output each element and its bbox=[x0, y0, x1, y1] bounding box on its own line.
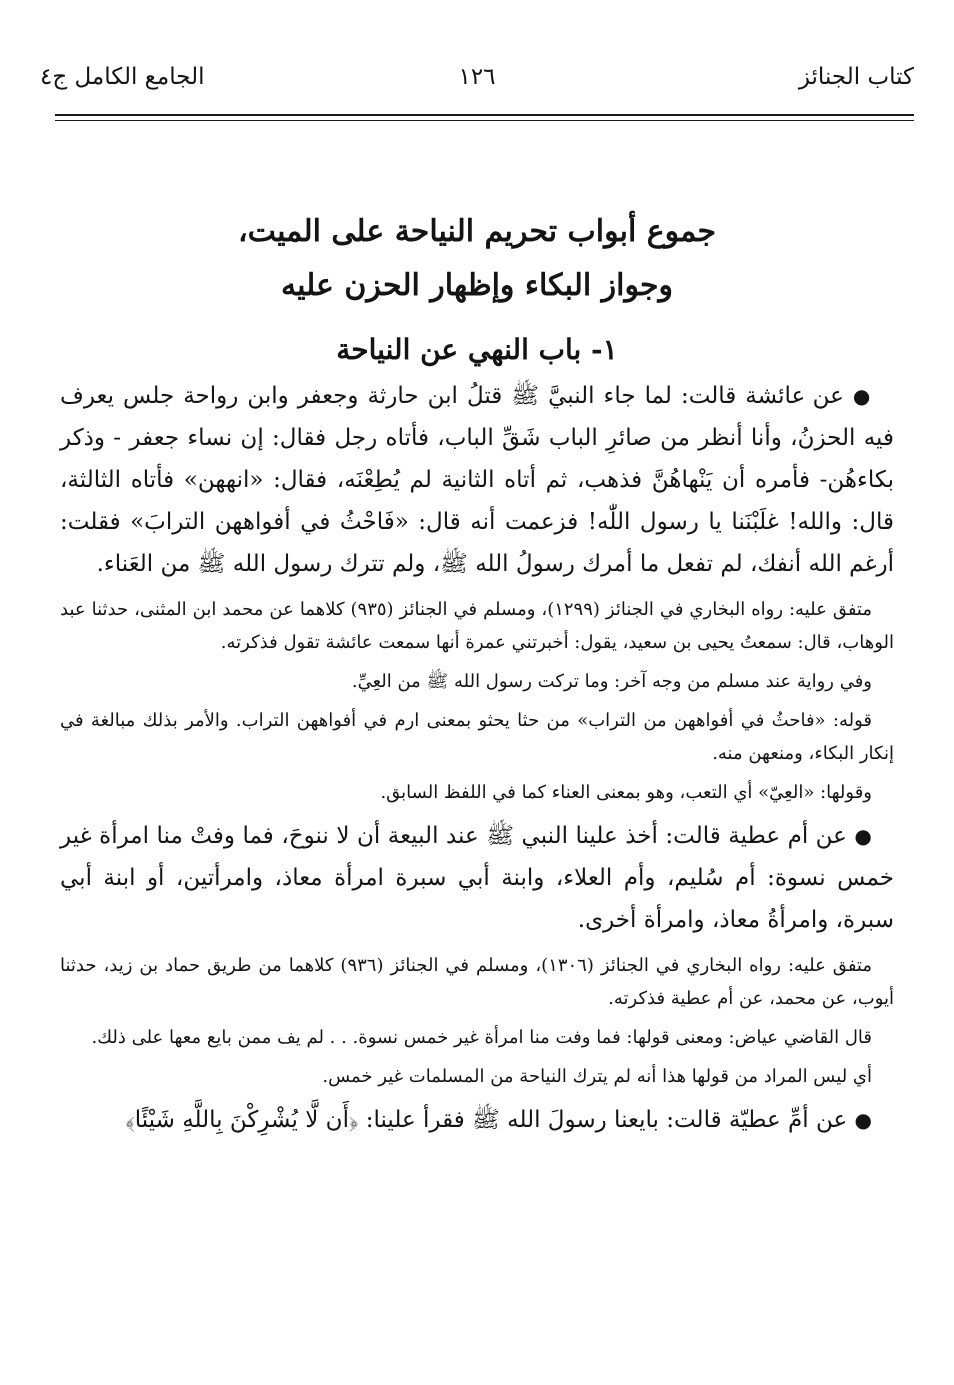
takhrij-note-3: متفق عليه: رواه البخاري في الجنائز (١٣٠٦)، ومسلم في الجنائز (٩٣٦) كلاهما من طريق حماد بن زيد، حدثنا أيوب، عن محمد، عن أم عطية فذكرته. bbox=[60, 955, 894, 1009]
header-rule-thin bbox=[55, 120, 914, 121]
running-header bbox=[40, 64, 914, 104]
explanation-note-4: أي ليس المراد من قولها هذا أنه لم يترك النياحة من المسلمات غير خمس. bbox=[322, 1066, 872, 1087]
hadith-text-3: عن أمِّ عطيّة قالت: بايعنا رسولَ الله ﷺ فقرأ علينا: ﴿أَن لَّا يُشْرِكْنَ بِاللَّهِ شَيْئًا﴾ bbox=[125, 1107, 848, 1133]
hadith-text-2: عن أم عطية قالت: أخذ علينا النبي ﷺ عند البيعة أن لا ننوحَ، فما وفتْ منا امرأة غير خمس نسوة: أم سُليم، وأم العلاء، وابنة أبي سبرة امرأة معاذ، وامرأتين، أو ابنة أبي سبرة، وامرأةُ معاذ، وامرأة أخرى. bbox=[60, 823, 894, 933]
hadith-paragraph-2 bbox=[60, 815, 894, 941]
hadith-paragraph-3 bbox=[60, 1099, 894, 1141]
header-rule-thick bbox=[55, 114, 914, 116]
section-title-line-2: وجواز البكاء وإظهار الحزن عليه bbox=[280, 268, 674, 303]
takhrij-note-1: متفق عليه: رواه البخاري في الجنائز (١٢٩٩)، ومسلم في الجنائز (٩٣٥) كلاهما عن محمد ابن المثنى، حدثنا عبد الوهاب، قال: سمعتُ يحيى بن سعيد، يقول: أخبرتني عمرة أنها سمعت عائشة تقول فذكرته. bbox=[60, 599, 894, 653]
hadith-paragraph-1 bbox=[60, 375, 894, 585]
header-book-title: كتاب الجنائز bbox=[798, 64, 914, 90]
bullet-icon: ● bbox=[854, 1108, 872, 1132]
page-body bbox=[60, 205, 894, 1149]
section-title-line-1: جموع أبواب تحريم النياحة على الميت، bbox=[237, 214, 717, 249]
page-number: ١٢٦ bbox=[458, 64, 496, 90]
explanation-note-1: قوله: «فاحثُ في أفواههن من التراب» من حثا يحثو بمعنى ارم في أفواههن التراب. والأمر بذلك مبالغة في إنكار البكاء، ومنعهن منه. bbox=[60, 710, 894, 764]
bullet-icon: ● bbox=[852, 384, 872, 408]
takhrij-note-2: وفي رواية عند مسلم من وجه آخر: وما تركت رسول الله ﷺ من العِيِّ. bbox=[351, 671, 872, 692]
hadith-text-1: عن عائشة قالت: لما جاء النبيَّ ﷺ قتلُ ابن حارثة وجعفر وابن رواحة جلس يعرف فيه الحزنُ، وأنا أنظر من صائرِ الباب شَقِّ الباب، فأتاه رجل فقال: إن نساء جعفر - وذكر بكاءهُن- فأمره أن يَنْهاهُنَّ فذهب، ثم أتاه الثانية لم يُطِعْنَه، فقال: «انههن» فأتاه الثالثة، قال: والله! غلَبْنَنا يا رسول اللّٰه! فزعمت أنه قال: «فَاحْثُ في أفواههن الترابَ» فقلت: أرغم الله أنفك، لم تفعل ما أمرك رسولُ الله ﷺ، ولم تترك رسول الله ﷺ من العَناء. bbox=[60, 383, 894, 577]
explanation-note-2: وقولها: «العِيّ» أي التعب، وهو بمعنى العناء كما في اللفظ السابق. bbox=[380, 782, 872, 803]
header-volume: الجامع الكامل ج٤ bbox=[40, 64, 205, 90]
bullet-icon: ● bbox=[854, 824, 872, 848]
chapter-heading: ١- باب النهي عن النياحة bbox=[336, 333, 618, 366]
explanation-note-3: قال القاضي عياض: ومعنى قولها: فما وفت منا امرأة غير خمس نسوة. . . لم يف ممن بايع معها على ذلك. bbox=[91, 1027, 872, 1048]
